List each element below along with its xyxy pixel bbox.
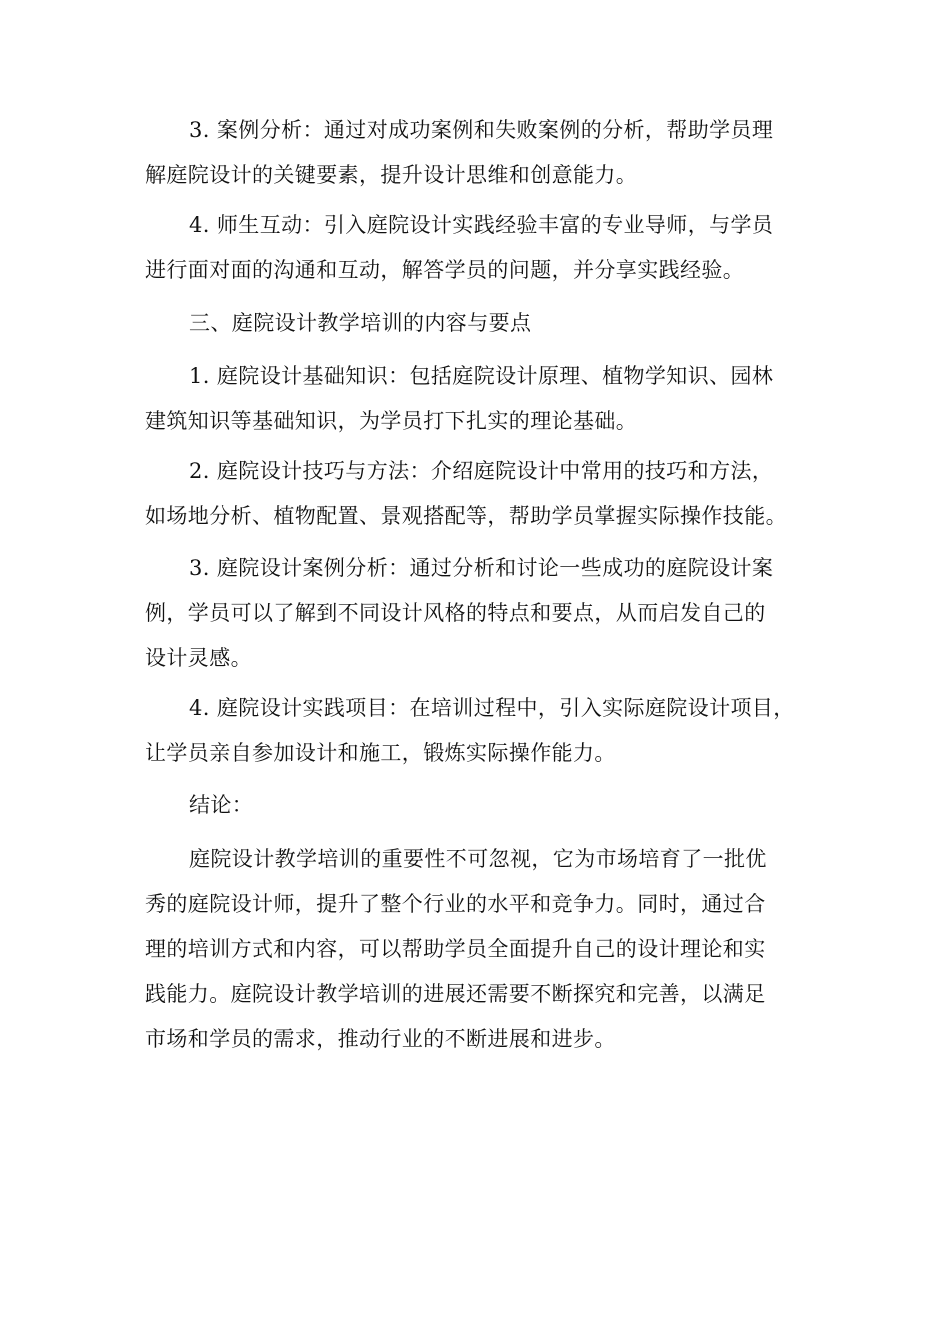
text-line: 践能力。庭院设计教学培训的进展还需要不断探究和完善，以满足 xyxy=(145,982,766,1006)
text-line: 如场地分析、植物配置、景观搭配等，帮助学员掌握实际操作技能。 xyxy=(145,504,787,528)
text-line: 进行面对面的沟通和互动，解答学员的问题，并分享实践经验。 xyxy=(145,258,745,282)
paragraph-case-studies xyxy=(145,546,825,681)
text-line: 秀的庭院设计师，提升了整个行业的水平和竞争力。同时，通过合 xyxy=(145,892,766,916)
text-line: 4. 庭院设计实践项目：在培训过程中，引入实际庭院设计项目， xyxy=(189,696,795,720)
text-line: 建筑知识等基础知识，为学员打下扎实的理论基础。 xyxy=(145,409,638,433)
conclusion-heading xyxy=(145,783,825,828)
text-line: 2. 庭院设计技巧与方法：介绍庭院设计中常用的技巧和方法， xyxy=(189,459,774,483)
paragraph-conclusion xyxy=(145,837,825,1062)
text-line: 市场和学员的需求，推动行业的不断进展和进步。 xyxy=(145,1027,616,1051)
text-line: 3. 案例分析：通过对成功案例和失败案例的分析，帮助学员理 xyxy=(189,118,774,142)
text-line: 4. 师生互动：引入庭院设计实践经验丰富的专业导师，与学员 xyxy=(189,213,774,237)
paragraph-skills-methods xyxy=(145,449,825,539)
heading-text: 结论： xyxy=(189,793,254,817)
text-line: 3. 庭院设计案例分析：通过分析和讨论一些成功的庭院设计案 xyxy=(189,556,774,580)
text-line: 解庭院设计的关键要素，提升设计思维和创意能力。 xyxy=(145,163,638,187)
section-heading xyxy=(145,301,825,346)
text-line: 庭院设计教学培训的重要性不可忽视，它为市场培育了一批优 xyxy=(189,847,767,871)
text-line: 1. 庭院设计基础知识：包括庭院设计原理、植物学知识、园林 xyxy=(189,364,774,388)
paragraph-teacher-student-interaction xyxy=(145,203,825,293)
text-line: 理的培训方式和内容，可以帮助学员全面提升自己的设计理论和实 xyxy=(145,937,766,961)
text-line: 让学员亲自参加设计和施工，锻炼实际操作能力。 xyxy=(145,741,616,765)
heading-text: 三、庭院设计教学培训的内容与要点 xyxy=(189,311,532,335)
text-line: 例，学员可以了解到不同设计风格的特点和要点，从而启发自己的 xyxy=(145,601,766,625)
paragraph-practice-projects xyxy=(145,686,825,776)
paragraph-case-analysis xyxy=(145,108,825,198)
text-line: 设计灵感。 xyxy=(145,646,252,670)
paragraph-basic-knowledge xyxy=(145,354,825,444)
